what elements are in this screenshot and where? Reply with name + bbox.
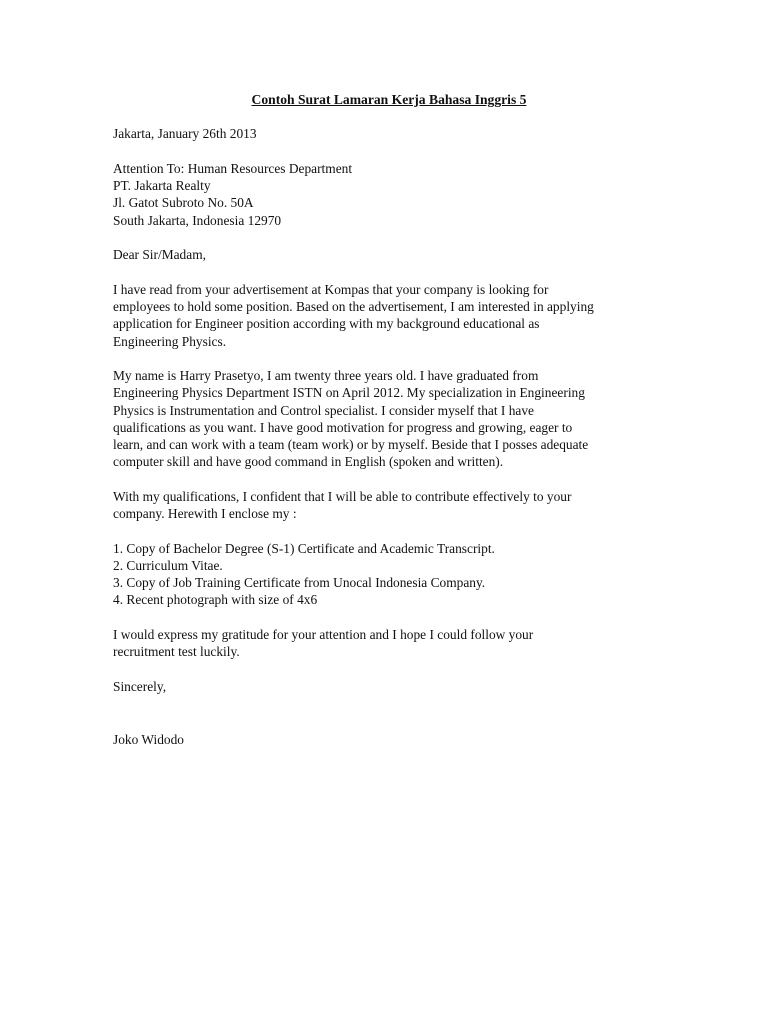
closing <box>113 678 673 695</box>
enclosure-item: 2. Curriculum Vitae. <box>113 558 223 574</box>
paragraph-line: With my qualifications, I confident that I will be able to contribute effectively to your <box>113 488 572 504</box>
paragraph-line: company. Herewith I enclose my : <box>113 506 297 522</box>
enclosure-item: 4. Recent photograph with size of 4x6 <box>113 592 318 608</box>
signature-name: Joko Widodo <box>113 732 185 748</box>
paragraph-intro <box>113 281 673 350</box>
letter-body <box>113 91 673 766</box>
date-line <box>113 125 673 142</box>
paragraph-line: qualifications as you want. I have good motivation for progress and growing, eager to <box>113 419 573 435</box>
enclosure-item: 3. Copy of Job Training Certificate from Unocal Indonesia Company. <box>113 575 486 591</box>
paragraph-background <box>113 367 673 470</box>
paragraph-line: learn, and can work with a team (team work) or by myself. Beside that I posses adequate <box>113 437 589 453</box>
address-line: PT. Jakarta Realty <box>113 178 211 194</box>
paragraph-line: My name is Harry Prasetyo, I am twenty three years old. I have graduated from <box>113 368 539 384</box>
paragraph-line: recruitment test luckily. <box>113 644 240 660</box>
signature <box>113 731 673 748</box>
paragraph-line: Engineering Physics. <box>113 333 227 349</box>
salutation-text: Dear Sir/Madam, <box>113 247 206 263</box>
address-line: South Jakarta, Indonesia 12970 <box>113 212 282 228</box>
paragraph-line: I have read from your advertisement at Kompas that your company is looking for <box>113 281 549 297</box>
address-line: Attention To: Human Resources Department <box>113 160 353 176</box>
document-title: Contoh Surat Lamaran Kerja Bahasa Inggris 5 <box>251 92 527 107</box>
enclosure-list <box>113 540 673 609</box>
paragraph-line: application for Engineer position according with my background educational as <box>113 316 540 332</box>
address-line: Jl. Gatot Subroto No. 50A <box>113 195 254 211</box>
date-text: Jakarta, January 26th 2013 <box>113 126 257 142</box>
paragraph-line: computer skill and have good command in English (spoken and written). <box>113 454 504 470</box>
paragraph-closing <box>113 626 673 660</box>
enclosure-item: 1. Copy of Bachelor Degree (S-1) Certificate and Academic Transcript. <box>113 540 495 556</box>
paragraph-line: Physics is Instrumentation and Control specialist. I consider myself that I have <box>113 402 534 418</box>
recipient-address <box>113 160 673 229</box>
paragraph-line: I would express my gratitude for your attention and I hope I could follow your <box>113 627 534 643</box>
paragraph-qualifications <box>113 488 673 522</box>
paragraph-line: employees to hold some position. Based on the advertisement, I am interested in applying <box>113 299 594 315</box>
closing-text: Sincerely, <box>113 679 167 695</box>
salutation <box>113 246 673 263</box>
paragraph-line: Engineering Physics Department ISTN on April 2012. My specialization in Engineering <box>113 385 585 401</box>
